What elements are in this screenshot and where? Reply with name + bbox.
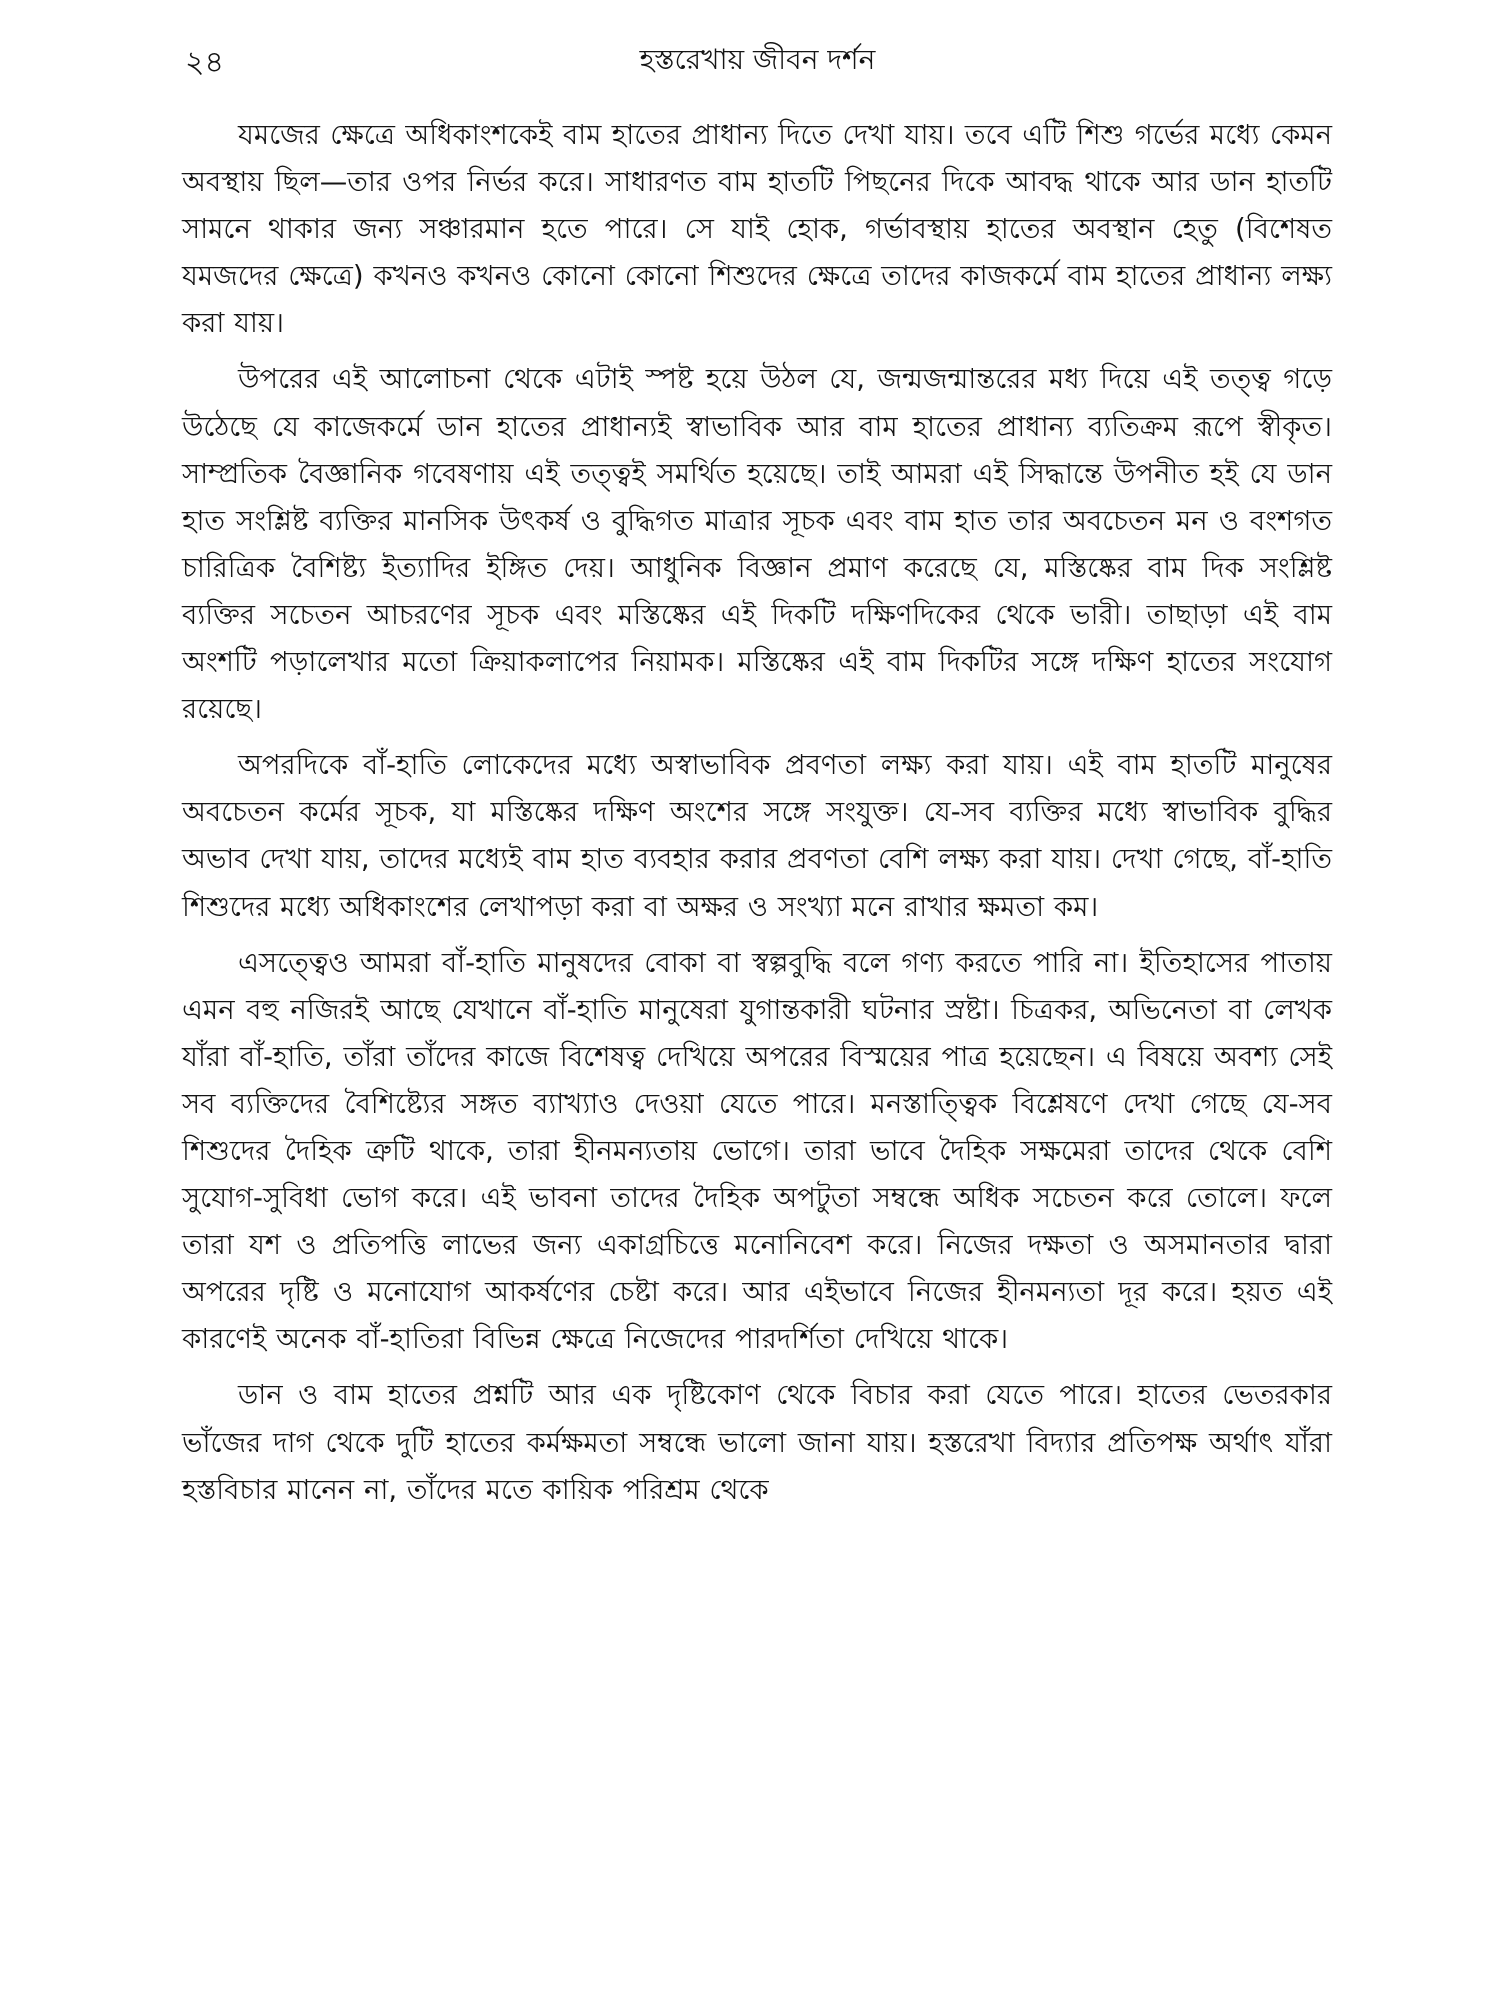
paragraph-left-handed-achievers: এসত্ত্বেও আমরা বাঁ-হাতি মানুষদের বোকা বা স্বল্পবুদ্ধি বলে গণ্য করতে পারি না। ইতিহাসের পাতায় এমন বহু নজিরই আছে যেখানে বাঁ-হাতি মানুষেরা যুগান্তকারী ঘটনার স্রষ্টা। চিত্রকর, অভিনেতা বা লেখক যাঁরা বাঁ-হাতি, তাঁরা তাঁদের কাজে বিশেষত্ব দেখিয়ে অপরের বিস্ময়ের পাত্র হয়েছেন। এ বিষয়ে অবশ্য সেই সব ব্যক্তিদের বৈশিষ্ট্যের সঙ্গত ব্যাখ্যাও দেওয়া যেতে পারে। মনস্তাত্ত্বিক বিশ্লেষণে দেখা গেছে যে-সব শিশুদের দৈহিক ত্রুটি থাকে, তারা হীনমন্যতায় ভোগে। তারা ভাবে দৈহিক সক্ষমেরা তাদের থেকে বেশি সুযোগ-সুবিধা ভোগ করে। এই ভাবনা তাদের দৈহিক অপটুতা সম্বন্ধে অধিক সচেতন করে তোলে। ফলে তারা যশ ও প্রতিপত্তি লাভের জন্য একাগ্রচিত্তে মনোনিবেশ করে। নিজের দক্ষতা ও অসমানতার দ্বারা অপরের দৃষ্টি ও মনোযোগ আকর্ষণের চেষ্টা করে। আর এইভাবে নিজের হীনমন্যতা দূর করে। হয়ত এই কারণেই অনেক বাঁ-হাতিরা বিভিন্ন ক্ষেত্রে নিজেদের পারদর্শিতা দেখিয়ে থাকে।	[182, 946, 1332, 1356]
paragraph-right-hand-dominance: উপরের এই আলোচনা থেকে এটাই স্পষ্ট হয়ে উঠল যে, জন্মজন্মান্তরের মধ্য দিয়ে এই তত্ত্ব গড়ে উঠেছে যে কাজেকর্মে ডান হাতের প্রাধান্যই স্বাভাবিক আর বাম হাতের প্রাধান্য ব্যতিক্রম রূপে স্বীকৃত। সাম্প্রতিক বৈজ্ঞানিক গবেষণায় এই তত্ত্বই সমর্থিত হয়েছে। তাই আমরা এই সিদ্ধান্তে উপনীত হই যে ডান হাত সংশ্লিষ্ট ব্যক্তির মানসিক উৎকর্ষ ও বুদ্ধিগত মাত্রার সূচক এবং বাম হাত তার অবচেতন মন ও বংশগত চারিত্রিক বৈশিষ্ট্য ইত্যাদির ইঙ্গিত দেয়। আধুনিক বিজ্ঞান প্রমাণ করেছে যে, মস্তিষ্কের বাম দিক সংশ্লিষ্ট ব্যক্তির সচেতন আচরণের সূচক এবং মস্তিষ্কের এই দিকটি দক্ষিণদিকের থেকে ভারী। তাছাড়া এই বাম অংশটি পড়ালেখার মতো ক্রিয়াকলাপের নিয়ামক। মস্তিষ্কের এই বাম দিকটির সঙ্গে দক্ষিণ হাতের সংযোগ রয়েছে।	[182, 363, 1332, 726]
body-text	[182, 112, 1332, 1523]
page-header	[185, 30, 1330, 90]
page-number: ২৪	[185, 45, 224, 80]
running-title: হস্তরেখায় জীবন দর্শন	[639, 43, 876, 76]
paragraph-twins-left-hand: যমজের ক্ষেত্রে অধিকাংশকেই বাম হাতের প্রাধান্য দিতে দেখা যায়। তবে এটি শিশু গর্ভের মধ্যে কেমন অবস্থায় ছিল—তার ওপর নির্ভর করে। সাধারণত বাম হাতটি পিছনের দিকে আবদ্ধ থাকে আর ডান হাতটি সামনে থাকার জন্য সঞ্চারমান হতে পারে। সে যাই হোক, গর্ভাবস্থায় হাতের অবস্থান হেতু (বিশেষত যমজদের ক্ষেত্রে) কখনও কখনও কোনো কোনো শিশুদের ক্ষেত্রে তাদের কাজকর্মে বাম হাতের প্রাধান্য লক্ষ্য করা যায়।	[182, 119, 1332, 340]
paragraph-palm-lines: ডান ও বাম হাতের প্রশ্নটি আর এক দৃষ্টিকোণ থেকে বিচার করা যেতে পারে। হাতের ভেতরকার ভাঁজের দাগ থেকে দুটি হাতের কর্মক্ষমতা সম্বন্ধে ভালো জানা যায়। হস্তরেখা বিদ্যার প্রতিপক্ষ অর্থাৎ যাঁরা হস্তবিচার মানেন না, তাঁদের মতে কায়িক পরিশ্রম থেকে	[182, 1379, 1332, 1506]
paragraph-left-handed-tendency: অপরদিকে বাঁ-হাতি লোকেদের মধ্যে অস্বাভাবিক প্রবণতা লক্ষ্য করা যায়। এই বাম হাতটি মানুষের অবচেতন কর্মের সূচক, যা মস্তিষ্কের দক্ষিণ অংশের সঙ্গে সংযুক্ত। যে-সব ব্যক্তির মধ্যে স্বাভাবিক বুদ্ধির অভাব দেখা যায়, তাদের মধ্যেই বাম হাত ব্যবহার করার প্রবণতা বেশি লক্ষ্য করা যায়। দেখা গেছে, বাঁ-হাতি শিশুদের মধ্যে অধিকাংশের লেখাপড়া করা বা অক্ষর ও সংখ্যা মনে রাখার ক্ষমতা কম।	[182, 749, 1332, 923]
